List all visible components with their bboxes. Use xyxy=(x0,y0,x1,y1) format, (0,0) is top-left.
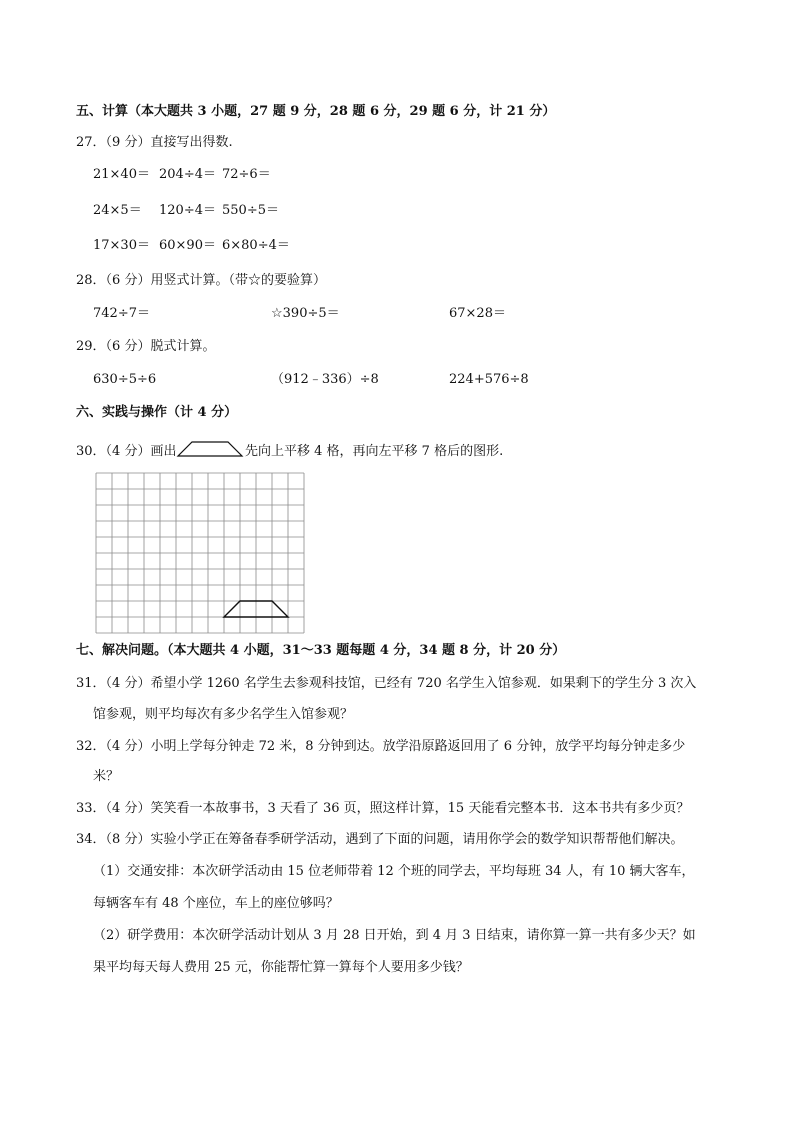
question-31-line-1: 31．（4 分）希望小学 1260 名学生去参观科技馆，已经有 720 名学生入馆参观．如果剩下的学生分 3 次入 xyxy=(76,676,697,691)
q28-item-3: 67×28＝ xyxy=(449,306,506,321)
question-34-part-1-line-1: （1）交通安排：本次研学活动由 15 位老师带着 12 个班的同学去，平均每班 34 人，有 10 辆大客车， xyxy=(93,864,695,879)
q27-r3-c3: 6×80÷4＝ xyxy=(222,238,290,253)
q28-item-1: 742÷7＝ xyxy=(93,306,150,321)
q27-r1-c2: 204÷4＝ xyxy=(159,167,216,182)
question-34-part-2-line-2: 果平均每天每人费用 25 元，你能帮忙算一算每个人要用多少钱？ xyxy=(93,960,469,975)
grid-lines xyxy=(96,473,304,633)
q27-r1-c3: 72÷6＝ xyxy=(222,167,271,182)
question-29-prompt: 29．（6 分）脱式计算。 xyxy=(76,339,216,354)
question-32-line-1: 32．（4 分）小明上学每分钟走 72 米，8 分钟到达。放学沿原路返回用了 6 分钟，放学平均每分钟走多少 xyxy=(76,739,686,754)
question-30-prompt-start: 30．（4 分）画出 xyxy=(76,444,177,459)
q27-r1-c1: 21×40＝ xyxy=(93,167,150,182)
q27-r2-c3: 550÷5＝ xyxy=(222,203,279,218)
q27-r2-c1: 24×5＝ xyxy=(93,203,142,218)
question-34-part-1-line-2: 每辆客车有 48 个座位，车上的座位够吗？ xyxy=(93,896,339,911)
question-33-line-1: 33．（4 分）笑笑看一本故事书，3 天看了 36 页，照这样计算，15 天能看完整本书．这本书共有多少页？ xyxy=(76,801,690,816)
question-28-prompt: 28．（6 分）用竖式计算。（带☆的要验算） xyxy=(76,273,326,288)
q29-item-3: 224+576÷8 xyxy=(449,372,529,387)
q29-item-1: 630÷5÷6 xyxy=(93,372,157,387)
question-30-prompt-end: 先向上平移 4 格，再向左平移 7 格后的图形. xyxy=(245,444,504,459)
question-27-prompt: 27．（9 分）直接写出得数. xyxy=(76,135,233,150)
drawing-grid[interactable] xyxy=(95,472,307,634)
question-31-line-2: 馆参观，则平均每次有多少名学生入馆参观？ xyxy=(93,707,354,722)
q28-item-2: ☆390÷5＝ xyxy=(271,306,340,321)
section-5-heading: 五、计算（本大题共 3 小题，27 题 9 分，28 题 6 分，29 题 6 分，计 21 分） xyxy=(76,104,556,119)
question-34-line-1: 34．（8 分）实验小学正在筹备春季研学活动，遇到了下面的问题，请用你学会的数学知识帮帮他们解决。 xyxy=(76,832,684,847)
q29-item-2: （912﹣336）÷8 xyxy=(271,372,379,387)
question-32-line-2: 米？ xyxy=(93,769,120,784)
section-6-heading: 六、实践与操作（计 4 分） xyxy=(76,405,238,420)
trapezoid-inline-figure xyxy=(176,441,244,457)
q27-r2-c2: 120÷4＝ xyxy=(159,203,216,218)
section-7-heading: 七、解决问题。（本大题共 4 小题，31～33 题每题 4 分，34 题 8 分，计 20 分） xyxy=(76,643,566,658)
question-34-part-2-line-1: （2）研学费用：本次研学活动计划从 3 月 28 日开始，到 4 月 3 日结束，请你算一算一共有多少天？如 xyxy=(93,928,696,943)
q27-r3-c2: 60×90＝ xyxy=(159,238,216,253)
q27-r3-c1: 17×30＝ xyxy=(93,238,150,253)
